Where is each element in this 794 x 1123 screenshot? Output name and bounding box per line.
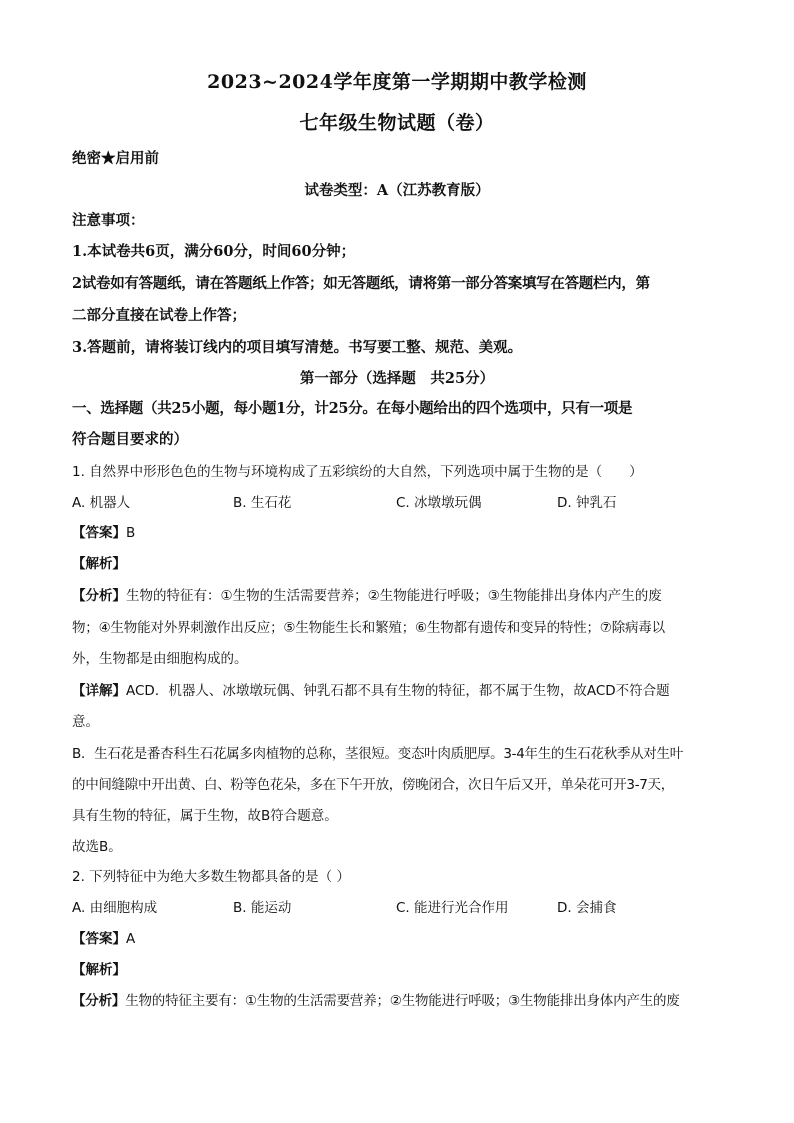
note-item: 二部分直接在试卷上作答； [72,307,246,324]
part1-heading: 第一部分（选择题 共25分） [299,370,495,387]
q1-detail-line: 的中间缝隙中开出黄、白、粉等色花朵，多在下午开放，傍晚闭合，次日午后又开，单朵花可开3-7天， [72,777,674,793]
answer-value: B [126,525,136,541]
q1-conclusion: 故选B。 [72,839,122,855]
q1-fenxi-line: 外，生物都是由细胞构成的。 [72,651,248,667]
answer-tag: 【答案】 [72,931,126,947]
section-heading: 一、选择题（共25小题，每小题1分，计25分。在每小题给出的四个选项中，只有一项是 [72,400,633,417]
q2-option-a: A. 由细胞构成 [72,900,158,916]
paper-type: 试卷类型：A（江苏教育版） [304,182,490,199]
section-heading-cont: 符合题目要求的） [72,431,188,448]
q1-fenxi [72,585,722,607]
fenxi-text: 生物的特征主要有：①生物的生活需要营养；②生物能进行呼吸；③生物能排出身体内产生的废 [125,993,680,1009]
q2-analysis-tag: 【解析】 [72,962,126,978]
q1-option-b: B. 生石花 [233,495,292,511]
question-2-stem: 2. 下列特征中为绝大多数生物都具备的是（ ） [72,869,350,885]
q1-option-c: C. 冰墩墩玩偶 [396,495,482,511]
answer-tag: 【答案】 [72,525,126,541]
note-item: 1.本试卷共6页，满分60分，时间60分钟； [72,243,356,260]
fenxi-text: 生物的特征有：①生物的生活需要营养；②生物能进行呼吸；③生物能排出身体内产生的废 [126,588,662,604]
fenxi-tag: 【分析】 [72,588,126,604]
q1-detail-line: 意。 [72,714,99,730]
q2-option-c: C. 能进行光合作用 [396,900,509,916]
note-item: 2试卷如有答题纸，请在答题纸上作答；如无答题纸，请将第一部分答案填写在答题栏内，第 [72,275,650,292]
q1-detail-line: B．生石花是番杏科生石花属多肉植物的总称，茎很短。变态叶肉质肥厚。3-4年生的生石花秋季从对生叶 [72,746,683,762]
secret-label: 绝密★启用前 [72,150,159,167]
question-1-stem: 1. 自然界中形形色色的生物与环境构成了五彩缤纷的大自然，下列选项中属于生物的是（ ） [72,464,643,480]
note-item: 3.答题前，请将装订线内的项目填写清楚。书写要工整、规范、美观。 [72,339,523,356]
q1-fenxi-line: 物；④生物能对外界刺激作出反应；⑤生物能生长和繁殖；⑥生物都有遗传和变异的特性；⑦除病毒以 [72,620,665,636]
q1-analysis-tag: 【解析】 [72,556,126,572]
exam-title: 2023~2024学年度第一学期期中教学检测 [207,71,587,93]
q2-option-d: D. 会捕食 [557,900,617,916]
q2-option-b: B. 能运动 [233,900,292,916]
q1-option-d: D. 钟乳石 [557,495,617,511]
q2-answer [72,928,722,950]
q1-option-a: A. 机器人 [72,495,131,511]
notes-heading: 注意事项： [72,212,145,229]
exam-subtitle: 七年级生物试题（卷） [299,112,495,134]
detail-text: ACD．机器人、冰墩墩玩偶、钟乳石都不具有生物的特征，都不属于生物，故ACD不符合题 [126,683,670,699]
q1-answer [72,522,722,544]
answer-value: A [126,931,136,947]
fenxi-tag: 【分析】 [72,993,126,1009]
q1-detail [72,680,722,702]
q1-detail-line: 具有生物的特征，属于生物，故B符合题意。 [72,808,338,824]
detail-tag: 【详解】 [72,683,126,699]
q2-fenxi [72,990,722,1012]
